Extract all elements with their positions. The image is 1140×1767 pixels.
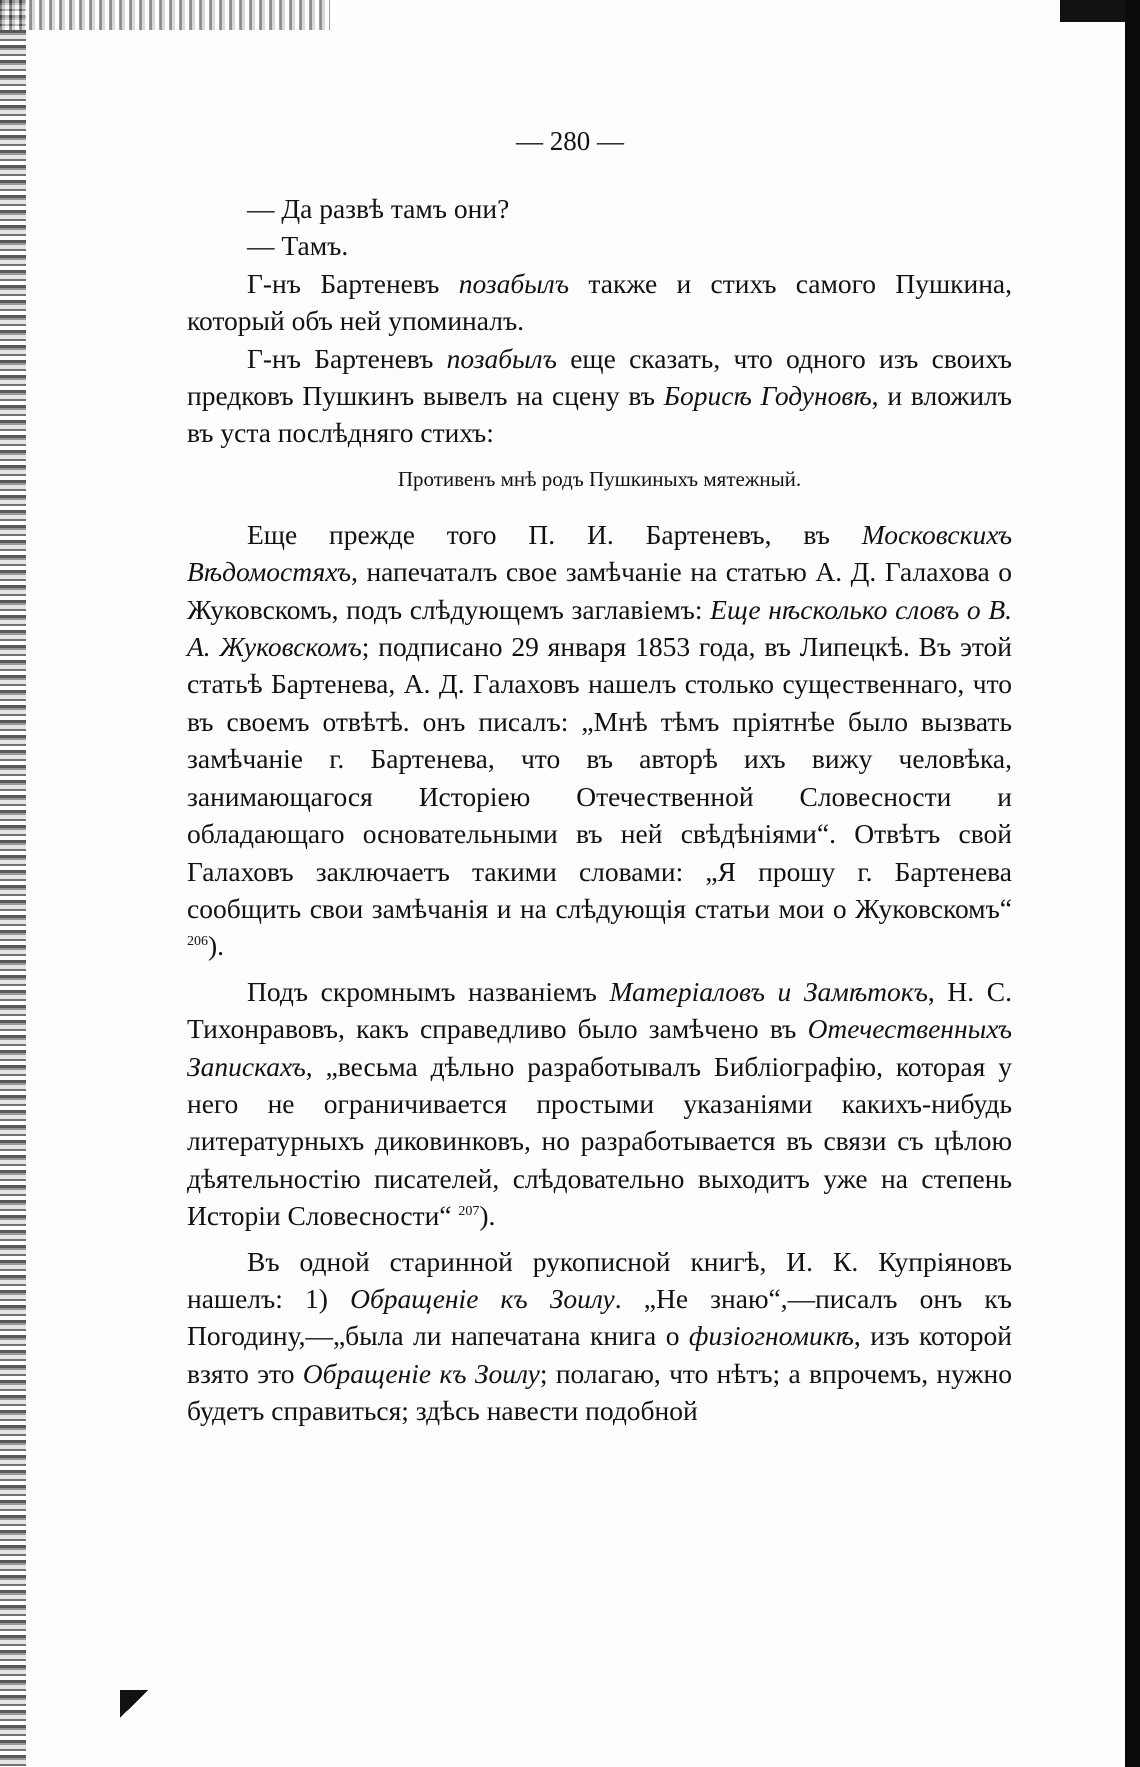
italic-title: Обращеніе къ Зоилу — [302, 1357, 540, 1389]
text-run: , и вложилъ въ уста послѣдняго стихъ: — [187, 380, 1012, 449]
text-run: — Да развѣ тамъ они? — [247, 193, 510, 224]
italic-title: Матеріаловъ и Замѣтокъ — [609, 975, 928, 1007]
text-run: еще сказать, что одного изъ своихъ предковъ Пушкинъ вывелъ на сцену въ — [187, 342, 1013, 412]
text-run: также и стихъ самого Пушкина, который объ ней упоминалъ. — [187, 267, 1012, 337]
paragraph — [187, 1243, 1012, 1430]
footnote-marker: 206 — [187, 934, 208, 950]
paragraph — [187, 516, 1012, 965]
text-run: ). — [479, 1200, 496, 1232]
italic-title: позабылъ — [458, 267, 570, 299]
text-run: . „Не знаю“,—писалъ онъ къ Погодину,—„была ли напечатана книга о — [187, 1282, 1012, 1352]
italic-title: позабылъ — [446, 342, 557, 374]
dialogue-line — [187, 227, 1012, 264]
footnote-marker: 207 — [458, 1204, 480, 1219]
text-run: , напечаталъ свое замѣчаніе на статью А. Д. Галахова о Жуковскомъ, подъ слѣдующемъ заглавіемъ: — [187, 556, 1012, 625]
dialogue-line — [187, 190, 1012, 227]
italic-title: Обращеніе къ Зоилу — [350, 1282, 615, 1314]
italic-title: физіогномикѣ — [688, 1320, 854, 1352]
paragraph — [187, 973, 1012, 1235]
scan-edge-top — [0, 0, 330, 30]
italic-title: Еще нѣсколько словъ о В. А. Жуковскомъ — [187, 593, 1012, 663]
paragraph — [187, 265, 1012, 340]
quoted-verse — [187, 464, 1012, 494]
text-block — [187, 190, 1012, 1430]
italic-title: Отечественныхъ Запискахъ — [187, 1013, 1012, 1082]
text-run: Еще прежде того П. И. Бартеневъ, въ — [247, 518, 862, 550]
text-run: , Н. С. Тихонравовъ, какъ справедливо было замѣчено въ — [187, 975, 1012, 1045]
scan-corner — [1060, 0, 1125, 22]
text-run: ; подписано 29 января 1853 года, въ Липецкѣ. Въ этой статьѣ Бартенева, А. Д. Галаховъ нашелъ столько существеннаго, что въ своемъ отвѣтѣ. онъ писалъ: „Мнѣ тѣмъ пріятнѣе было вызвать замѣчаніе г. Бартенева, что въ авторѣ ихъ вижу человѣка, занимающагося Исторіею Отечественной Словесности и обладающаго основательными въ ней свѣдѣніями“. Отвѣтъ свой Галаховъ заключаетъ такими словами: „Я прошу г. Бартенева сообщить свои замѣчанія и на слѣдующія статьи мои о Жуковскомъ“ — [187, 631, 1012, 924]
text-run: Въ одной старинной рукописной книгѣ, И. К. Купріяновъ нашелъ: 1) — [187, 1245, 1012, 1314]
scan-edge-left — [0, 0, 26, 1767]
text-run: , изъ которой взято это — [187, 1320, 1012, 1389]
text-run: ). — [208, 930, 225, 962]
text-run: Подъ скромнымъ названіемъ — [247, 975, 610, 1007]
text-run: ; полагаю, что нѣтъ; а впрочемъ, нужно будетъ справиться; здѣсь навести подобной — [187, 1357, 1012, 1427]
text-run: — Тамъ. — [247, 230, 349, 262]
text-run: Г-нъ Бартеневъ — [247, 342, 447, 374]
paragraph — [187, 340, 1012, 452]
scan-smudge — [120, 1690, 190, 1760]
text-run: Противенъ мнѣ родъ Пушкиныхъ мятежный. — [397, 466, 802, 491]
text-run: , „весьма дѣльно разработывалъ Библіографію, которая у него не ограничивается простыми указаніями какихъ-нибудь литературныхъ диковинковъ, но разработывается въ связи съ цѣлою дѣятельностію писателей, слѣдовательно выходитъ уже на степень Исторіи Словесности“ — [187, 1050, 1012, 1232]
text-run: Г-нъ Бартеневъ — [247, 267, 459, 299]
italic-title: Борисѣ Годуновѣ — [663, 380, 872, 412]
page-number: — 280 — — [516, 126, 624, 156]
scan-edge-right — [1125, 0, 1140, 1767]
italic-title: Московскихъ Вѣдомостяхъ — [187, 518, 1012, 588]
